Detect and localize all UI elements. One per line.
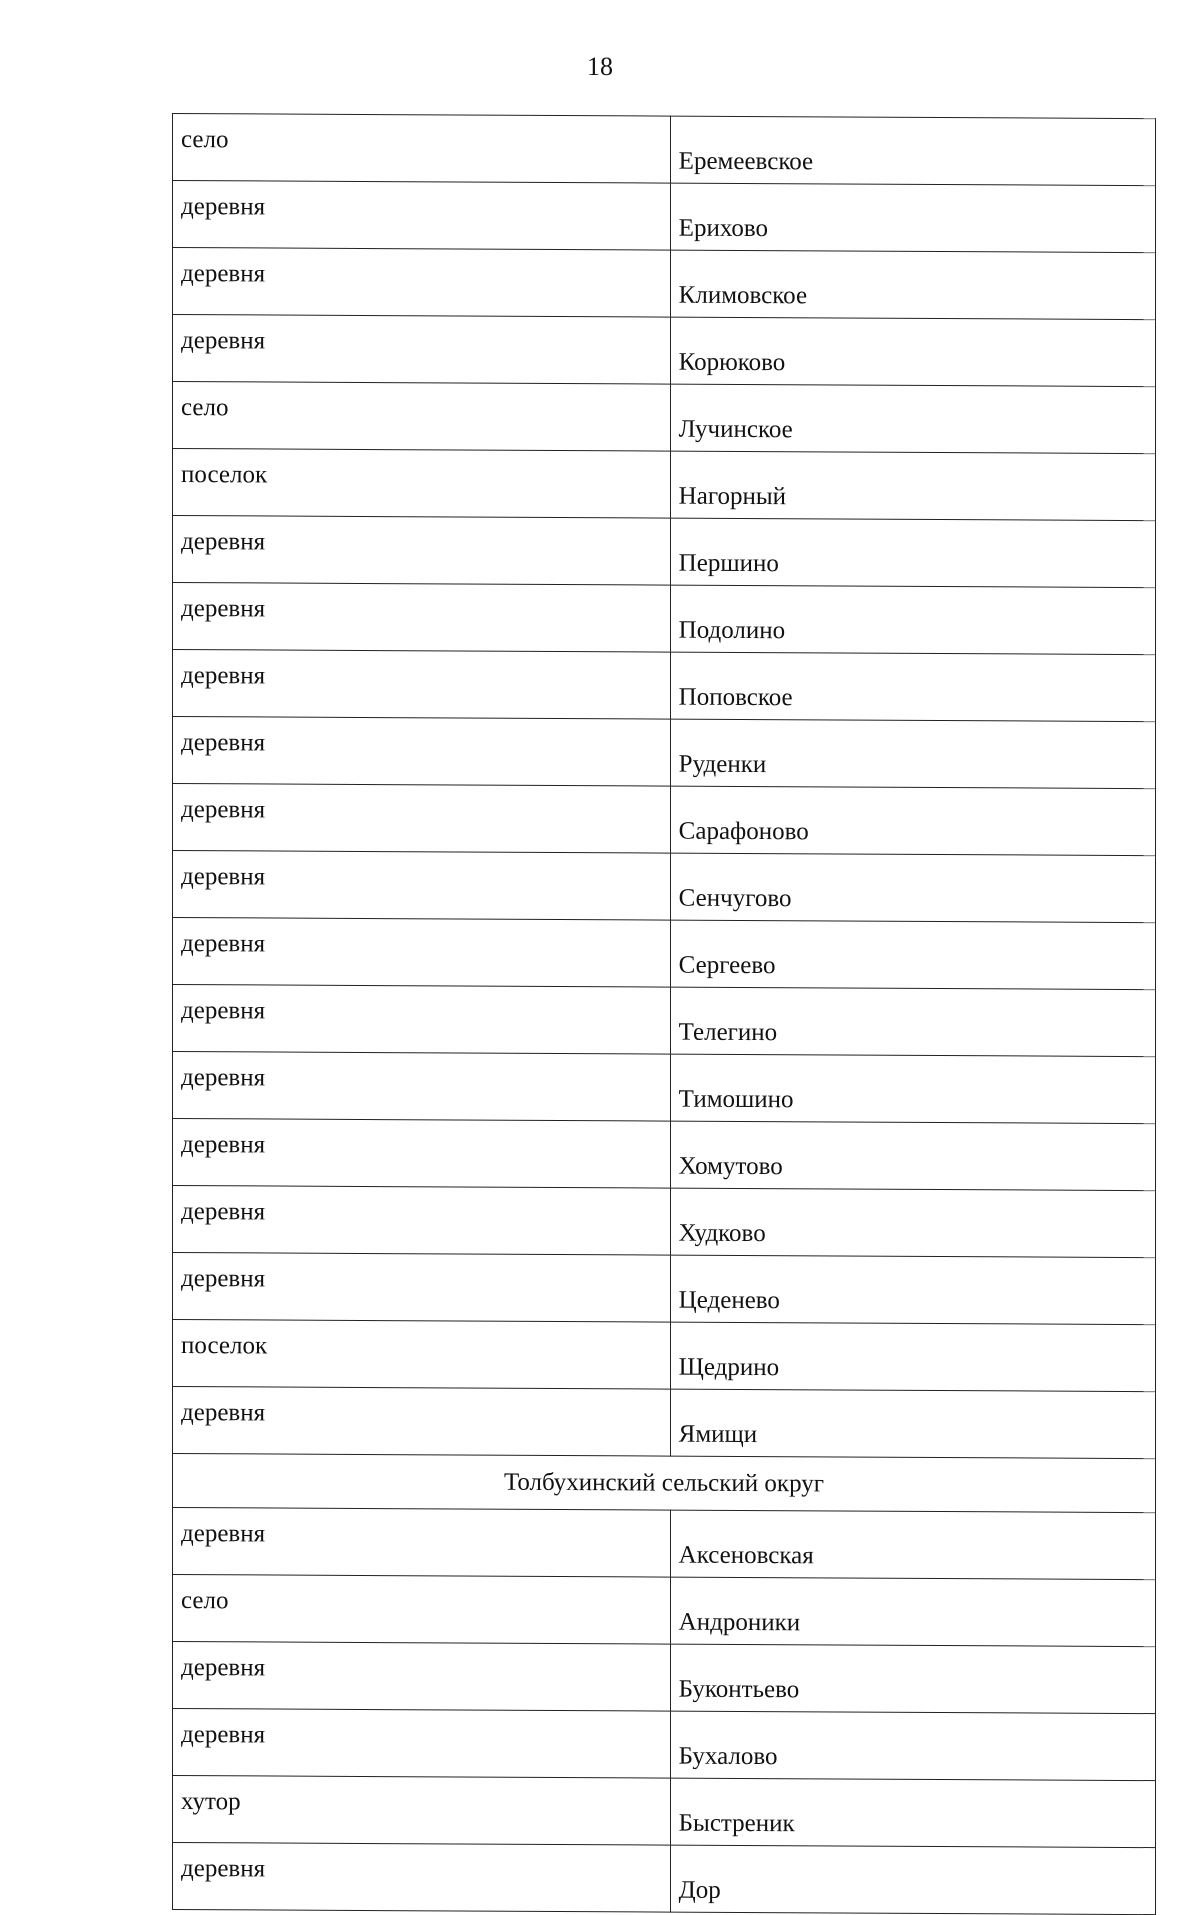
settlements-table-body bbox=[173, 114, 1156, 1915]
table-row bbox=[173, 1252, 1156, 1324]
section-title: Толбухинский сельский округ bbox=[173, 1453, 1156, 1512]
settlement-name-cell: Першино bbox=[670, 518, 1155, 588]
settlement-name-cell: Тимошино bbox=[670, 1054, 1155, 1124]
settlement-type-cell: поселок bbox=[173, 1319, 671, 1389]
settlement-type-cell: деревня bbox=[173, 314, 671, 384]
table-row bbox=[173, 1775, 1156, 1847]
settlement-name-cell: Буконтьево bbox=[670, 1644, 1155, 1714]
table-row bbox=[173, 1386, 1156, 1458]
settlement-type-cell: деревня bbox=[173, 716, 671, 786]
table-row bbox=[173, 850, 1156, 922]
settlement-name-cell: Дор bbox=[670, 1845, 1155, 1915]
settlement-name-cell: Корюково bbox=[670, 317, 1155, 387]
table-row bbox=[173, 314, 1156, 386]
settlement-name-cell: Андроники bbox=[670, 1577, 1155, 1647]
settlement-type-cell: хутор bbox=[173, 1775, 671, 1845]
settlement-type-cell: поселок bbox=[173, 448, 671, 518]
settlement-name-cell: Ерихово bbox=[670, 183, 1155, 253]
table-row bbox=[173, 783, 1156, 855]
table-row bbox=[173, 248, 1156, 320]
table-row bbox=[173, 917, 1156, 989]
settlement-name-cell: Сергеево bbox=[670, 920, 1155, 990]
settlement-type-cell: деревня bbox=[173, 1708, 671, 1778]
table-row bbox=[173, 1319, 1156, 1391]
page-number: 18 bbox=[587, 52, 613, 81]
settlement-name-cell: Сарафоново bbox=[670, 786, 1155, 856]
settlement-type-cell: деревня bbox=[173, 1185, 671, 1255]
settlements-table bbox=[172, 113, 1156, 1915]
settlement-name-cell: Поповское bbox=[670, 652, 1155, 722]
settlement-type-cell: деревня bbox=[173, 1386, 671, 1456]
settlement-name-cell: Лучинское bbox=[670, 384, 1155, 454]
table-row bbox=[173, 1051, 1156, 1123]
settlement-type-cell: деревня bbox=[173, 515, 671, 585]
settlement-name-cell: Худково bbox=[670, 1188, 1155, 1258]
settlement-name-cell: Телегино bbox=[670, 987, 1155, 1057]
table-row bbox=[173, 1118, 1156, 1190]
settlement-name-cell: Подолино bbox=[670, 585, 1155, 655]
section-header-row bbox=[173, 1453, 1156, 1512]
table-row bbox=[173, 1708, 1156, 1780]
settlement-name-cell: Быстреник bbox=[670, 1778, 1155, 1848]
settlement-type-cell: деревня bbox=[173, 1118, 671, 1188]
settlement-name-cell: Ямищи bbox=[670, 1389, 1155, 1459]
settlement-type-cell: деревня bbox=[173, 1252, 671, 1322]
settlement-type-cell: деревня bbox=[173, 1842, 671, 1912]
settlement-type-cell: село bbox=[173, 381, 671, 451]
settlement-type-cell: деревня bbox=[173, 181, 671, 251]
settlement-type-cell: деревня bbox=[173, 248, 671, 318]
settlement-type-cell: деревня bbox=[173, 1051, 671, 1121]
table-row bbox=[173, 984, 1156, 1056]
table-row bbox=[173, 114, 1156, 186]
settlement-type-cell: деревня bbox=[173, 1641, 671, 1711]
settlement-type-cell: село bbox=[173, 114, 671, 184]
settlement-name-cell: Климовское bbox=[670, 250, 1155, 320]
settlement-name-cell: Хомутово bbox=[670, 1121, 1155, 1191]
table-row bbox=[173, 1507, 1156, 1579]
settlement-type-cell: село bbox=[173, 1574, 671, 1644]
table-row bbox=[173, 448, 1156, 520]
table-row bbox=[173, 582, 1156, 654]
settlement-type-cell: деревня bbox=[173, 649, 671, 719]
settlement-name-cell: Цеденево bbox=[670, 1255, 1155, 1325]
table-row bbox=[173, 181, 1156, 253]
settlement-name-cell: Руденки bbox=[670, 719, 1155, 789]
settlement-type-cell: деревня bbox=[173, 917, 671, 987]
table-row bbox=[173, 1574, 1156, 1646]
settlement-type-cell: деревня bbox=[173, 984, 671, 1054]
table-row bbox=[173, 515, 1156, 587]
settlement-type-cell: деревня bbox=[173, 783, 671, 853]
table-row bbox=[173, 649, 1156, 721]
settlement-name-cell: Нагорный bbox=[670, 451, 1155, 521]
settlement-type-cell: деревня bbox=[173, 1507, 671, 1577]
table-row bbox=[173, 1641, 1156, 1713]
table-row bbox=[173, 1842, 1156, 1914]
settlement-name-cell: Аксеновская bbox=[670, 1510, 1155, 1580]
table-row bbox=[173, 1185, 1156, 1257]
settlement-name-cell: Бухалово bbox=[670, 1711, 1155, 1781]
settlement-type-cell: деревня bbox=[173, 582, 671, 652]
settlement-name-cell: Еремеевское bbox=[670, 116, 1155, 186]
table-row bbox=[173, 716, 1156, 788]
settlement-name-cell: Щедрино bbox=[670, 1322, 1155, 1392]
settlement-name-cell: Сенчугово bbox=[670, 853, 1155, 923]
settlement-type-cell: деревня bbox=[173, 850, 671, 920]
table-row bbox=[173, 381, 1156, 453]
